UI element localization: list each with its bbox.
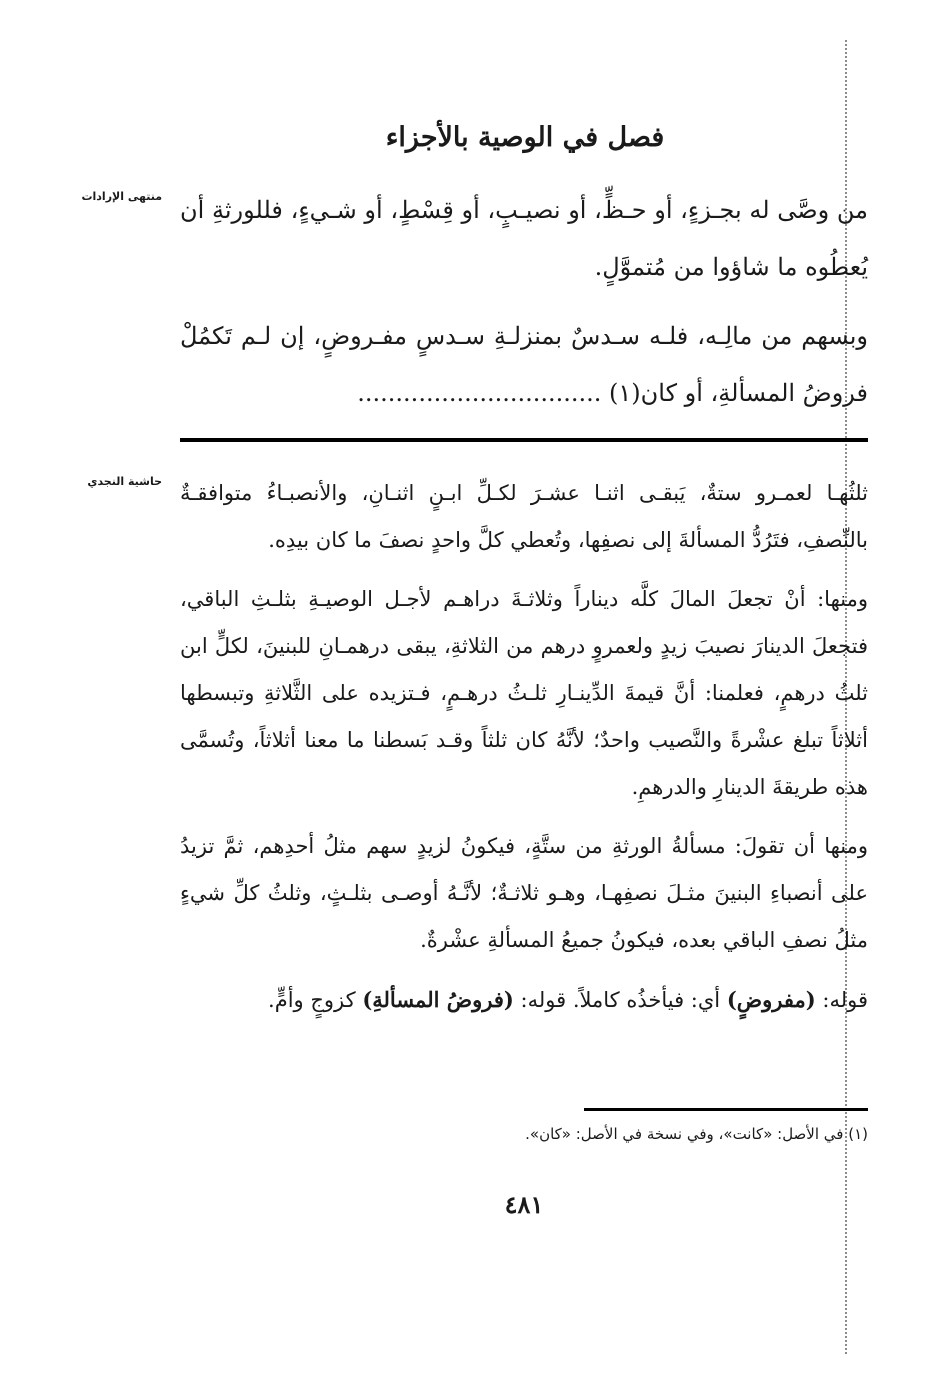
page-number: ٤٨١ [504, 1190, 544, 1219]
main-paragraph-1: من وصَّى له بجـزءٍ، أو حـظٍّ، أو نصيـبٍ، أو قِسْطٍ، أو شـيءٍ، فللورثةِ أن يُعطُوه ما شاؤوا من مُتموَّلٍ. [180, 196, 868, 281]
side-label-sharh: حاشية النجدي [87, 475, 162, 488]
main-paragraph-2: وبسهم من مالِـه، فلـه سـدسٌ بمنزلـةِ سـدسٍ مفـروضٍ، إن لـم تَكمُلْ فروضُ المسألةِ، أو كان(١) ................................ [180, 322, 868, 407]
commentary-p4-mid: أي: فيأخذُه كاملاً. قوله: [513, 988, 727, 1012]
quoted-term-mafrud: (مفروضٍ) [726, 987, 816, 1012]
commentary-paragraph-3: ومنها أن تقولَ: مسألةُ الورثةِ من ستَّةٍ، فيكونُ لزيدٍ سهم مثلُ أحدِهم، ثمَّ تزيدُ على أنصباءِ البنينَ مثـلَ نصفِهـا، وهـو ثلاثـةٌ؛ لأنَّـهُ أوصـى بثلـثٍ، وثلثُ كلِّ شيءٍ مثلُ نصفِ الباقي بعده، فيكونُ جميعُ المسألةِ عشْرةٌ. [180, 834, 868, 952]
commentary-p4-intro: قوله: [815, 988, 868, 1012]
section-separator [180, 438, 868, 442]
chapter-title: فصل في الوصية بالأجزاء [385, 122, 665, 153]
commentary-text [180, 470, 868, 1024]
main-text [180, 182, 868, 422]
commentary-paragraph-2: ومنها: أنْ تجعلَ المالَ كلَّه ديناراً وثلاثـةَ دراهـم لأجـل الوصيـةِ بثلـثِ الباقي، فتجعلَ الدينارَ نصيبَ زيدٍ ولعمروٍ درهم من الثلاثةِ، يبقى درهمـانِ للبنينَ، لكلٍّ ابن ثلثُ درهمٍ، فعلمنا: أنَّ قيمةَ الدِّينـارِ ثلـثُ درهـمٍ، فـتزيده على الثَّلاثةِ وتبسطها أثلاثاً تبلغ عشْرةً والنَّصيب واحدٌ؛ لأنَّهُ كان ثلثاً وقـد بَسطنا ما معنا أثلاثاً، وتُسمَّى هذه طريقةَ الدينارِ والدرهمِ. [180, 587, 868, 799]
commentary-paragraph-1: ثلثُهـا لعمـرو ستةٌ، يَبقـى اثنـا عشـرَ لكـلِّ ابـنٍ اثنـانِ، والأنصبـاءُ متوافقـةٌ بالنِّصفِ، فتَرُدُّ المسألةَ إلى نصفِها، وتُعطي كلَّ واحدٍ نصفَ ما كان بيدِه. [180, 481, 868, 552]
commentary-p4-end: كزوجٍ وأمٍّ. [268, 988, 363, 1012]
footnote-rule [584, 1108, 868, 1111]
commentary-paragraph-4 [180, 976, 868, 1024]
side-label-main: منتهى الإرادات [81, 190, 162, 203]
quoted-term-furud: (فروضُ المسألةِ) [362, 987, 514, 1012]
footnote: (١) في الأصل: «كانت»، وفي نسخة في الأصل: «كان». [525, 1125, 868, 1143]
